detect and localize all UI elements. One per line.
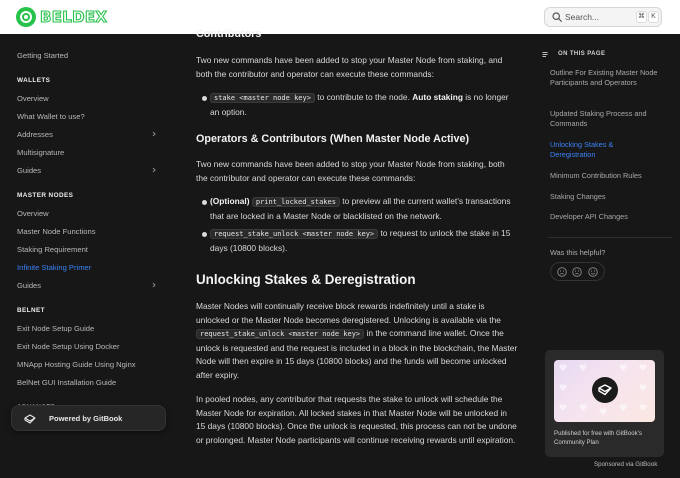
list-item-print-locked xyxy=(210,195,520,223)
paragraph-unlocking-2: In pooled nodes, any contributor that requests the stake to unlock will schedule the Master Node for expiration. All locked stakes in that Master Node will be unlocked in 15 days (10800 blocks). Once the unlock is requested, this process can not be undone or prolonged. Master Node participants will continue receiving rewards until expiration. xyxy=(196,394,517,445)
sidebar-section-master-nodes: MASTER NODES xyxy=(17,192,74,199)
code-stake: stake <master node key> xyxy=(210,93,315,103)
sidebar-item-what-wallet[interactable]: What Wallet to use? xyxy=(17,112,85,121)
paragraph-contributors: Two new commands have been added to stop your Master Node from staking, and both the contributor and operator can execute these commands: xyxy=(196,55,503,79)
helpful-label: Was this helpful? xyxy=(550,248,606,257)
bold-optional: (Optional) xyxy=(210,196,250,206)
sidebar-item-getting-started[interactable]: Getting Started xyxy=(17,51,69,60)
sad-face-icon[interactable] xyxy=(557,267,567,277)
chevron-right-icon[interactable] xyxy=(151,282,157,288)
heading-operators-contributors: Operators & Contributors (When Master Node Active) xyxy=(196,133,470,145)
gitbook-logo-icon xyxy=(592,377,618,403)
powered-by-label: Powered by GitBook xyxy=(49,414,123,423)
heading-unlocking-stakes: Unlocking Stakes & Deregistration xyxy=(196,272,416,287)
toc-item-staking-changes[interactable]: Staking Changes xyxy=(550,192,606,201)
chevron-right-icon[interactable] xyxy=(151,131,157,137)
gitbook-ad-card[interactable] xyxy=(545,350,664,457)
code-request-stake-unlock-inline: request_stake_unlock <master node key> xyxy=(196,329,364,339)
code-request-stake-unlock: request_stake_unlock <master node key> xyxy=(210,229,378,239)
happy-face-icon[interactable] xyxy=(588,267,598,277)
kbd-k: K xyxy=(648,11,659,23)
sidebar-item-multisignature[interactable]: Multisignature xyxy=(17,148,65,157)
brand-name: BELDEX xyxy=(40,8,108,26)
sidebar-item-wallet-guides[interactable]: Guides xyxy=(17,166,42,175)
sidebar-section-belnet: BELNET xyxy=(17,307,45,314)
list-text: to contribute to the node. xyxy=(314,92,413,102)
sidebar-item-belnet-gui[interactable]: BelNet GUI Installation Guide xyxy=(17,378,117,387)
code-print-locked-stakes: print_locked_stakes xyxy=(252,197,340,207)
toc-item-min-contribution[interactable]: Minimum Contribution Rules xyxy=(550,171,642,180)
sidebar-item-mn-functions[interactable]: Master Node Functions xyxy=(17,227,96,236)
bullet-dot xyxy=(202,96,207,101)
paragraph-operators: Two new commands have been added to stop your Master Node from staking, both the contributor and operator can execute these commands: xyxy=(196,159,505,183)
sidebar-item-exit-node-setup[interactable]: Exit Node Setup Guide xyxy=(17,324,95,333)
beldex-logo[interactable] xyxy=(16,7,107,27)
ad-image xyxy=(554,360,655,422)
heading-contributors: Contributors xyxy=(196,28,262,40)
sidebar-item-exit-node-docker[interactable]: Exit Node Setup Using Docker xyxy=(17,342,120,351)
search-placeholder: Search... xyxy=(565,12,600,22)
paragraph-text: in the command line wallet. Once the unlock is requested and the request is included in a block in the blockchain, the Master Node will then expire in 15 days (10800 blocks) and the funds will become unlocked after expiry. xyxy=(196,328,518,380)
sidebar-item-mnapp-nginx[interactable]: MNApp Hosting Guide Using Nginx xyxy=(17,360,136,369)
feedback-group xyxy=(550,262,605,281)
sidebar-item-mn-overview[interactable]: Overview xyxy=(17,209,49,218)
sidebar-item-mn-guides[interactable]: Guides xyxy=(17,281,42,290)
list-item-request-unlock xyxy=(210,227,520,255)
toc-item-unlocking[interactable]: Unlocking Stakes & Deregistration xyxy=(550,140,614,160)
sponsored-link[interactable]: Sponsored via GitBook xyxy=(594,461,658,468)
toc-item-developer-api[interactable]: Developer API Changes xyxy=(550,212,628,221)
beldex-logo-icon xyxy=(16,7,36,27)
list-item-stake xyxy=(210,91,520,119)
toc-item-outline[interactable]: Outline For Existing Master Node Participants and Operators xyxy=(550,68,658,88)
search-input[interactable] xyxy=(544,7,662,27)
main-content xyxy=(196,28,526,478)
bullet-dot xyxy=(202,200,207,205)
bold-auto-staking: Auto staking xyxy=(412,92,463,102)
sidebar-item-infinite-staking[interactable]: Infinite Staking Primer xyxy=(17,263,92,272)
top-header xyxy=(0,0,680,34)
sidebar-item-wallets-overview[interactable]: Overview xyxy=(17,94,49,103)
sidebar-item-staking-requirement[interactable]: Staking Requirement xyxy=(17,245,88,254)
bullet-dot xyxy=(202,232,207,237)
kbd-command: ⌘ xyxy=(636,11,647,23)
toc-item-updated-process[interactable]: Updated Staking Process and Commands xyxy=(550,109,647,129)
powered-by-gitbook-button[interactable] xyxy=(11,405,166,431)
divider xyxy=(548,237,672,238)
sidebar-item-addresses[interactable]: Addresses xyxy=(17,130,53,139)
toc-heading: ON THIS PAGE xyxy=(558,51,606,57)
chevron-right-icon[interactable] xyxy=(151,167,157,173)
list-text: to request to unlock the stake in 15 days (10800 blocks). xyxy=(210,228,511,253)
list-text: is no longer an option. xyxy=(210,92,509,117)
paragraph-unlocking-1 xyxy=(196,300,518,382)
paragraph-text: Master Nodes will continually receive block rewards indefinitely until a stake is unlocked or the Master Node becomes deregistered. Unlocking is available via the xyxy=(196,301,501,325)
list-icon xyxy=(542,51,548,58)
sidebar-section-wallets: WALLETS xyxy=(17,77,51,84)
neutral-face-icon[interactable] xyxy=(572,267,582,277)
gitbook-icon xyxy=(24,414,36,424)
list-text: to preview all the current wallet's transactions that are locked in a Master Node or blacklisted on the network. xyxy=(210,196,511,221)
ad-text: Published for free with GitBook's Community Plan xyxy=(554,430,642,446)
search-icon xyxy=(552,12,562,22)
